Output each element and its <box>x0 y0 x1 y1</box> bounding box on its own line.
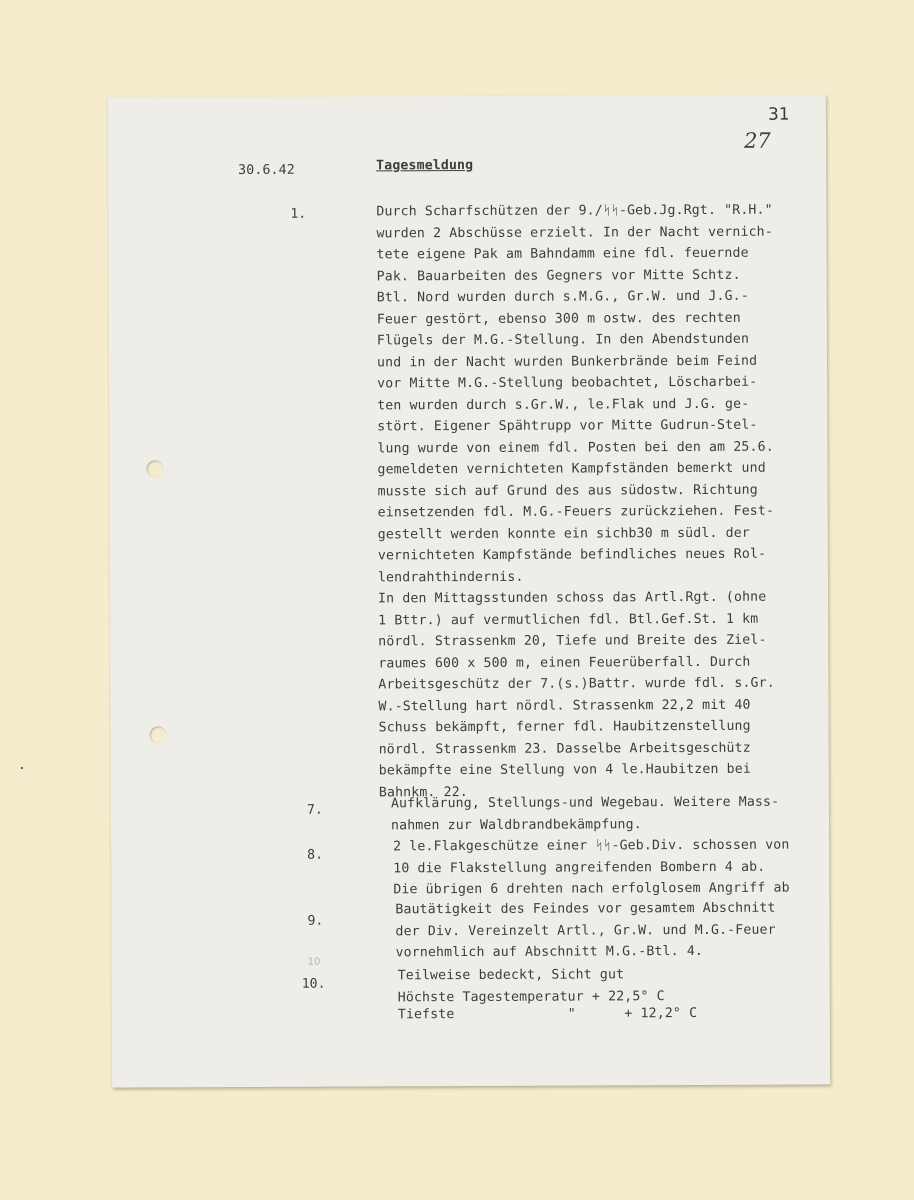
speck <box>21 767 23 769</box>
typed-line: Tiefste " + 12,2° C <box>397 1006 698 1023</box>
typed-line: Btl. Nord wurden durch s.M.G., Gr.W. und J.G.- <box>376 288 749 306</box>
typed-line: Schuss bekämpft, ferner fdl. Haubitzenstellung <box>378 718 751 736</box>
typed-line: lendrahthindernis. <box>377 569 524 585</box>
section-number: 8. <box>307 847 324 863</box>
punch-hole-top <box>146 460 163 477</box>
typed-line: W.-Stellung hart nördl. Strassenkm 22,2 mit 40 <box>378 697 751 714</box>
typed-line: vornehmlich auf Abschnitt M.G.-Btl. 4. <box>395 943 704 961</box>
typed-line: Flügels der M.G.-Stellung. In den Abendstunden <box>376 331 750 349</box>
page-number-handwritten: 27 <box>743 128 771 153</box>
section-number: 9. <box>307 913 324 929</box>
typed-line: Pak. Bauarbeiten des Gegners vor Mitte Schtz. <box>376 267 741 284</box>
typed-line: und in der Nacht wurden Bunkerbrände beim Feind <box>376 353 758 370</box>
typed-line: nahmen zur Waldbrandbekämpfung. <box>390 816 642 833</box>
typed-line: Feuer gestört, ebenso 300 m ostw. des rechten <box>376 310 741 327</box>
typed-line: ten wurden durch s.Gr.W., le.Flak und J.G. ge- <box>377 396 750 413</box>
report-title: Tagesmeldung <box>376 157 474 174</box>
typed-line: raumes 600 x 500 m, einen Feuerüberfall. Durch <box>378 654 751 671</box>
typed-line: Durch Scharfschützen der 9./ᛋᛋ-Geb.Jg.Rgt. "R.H." <box>376 202 773 220</box>
typed-line: 1 Bttr.) auf vermutlichen fdl. Btl.Gef.St. 1 km <box>378 611 759 628</box>
typed-line: Bautätigkeit des Feindes vor gesamtem Abschnitt <box>395 900 776 918</box>
section-number: 1. <box>290 206 307 222</box>
typed-line: nördl. Strassenkm 23. Dasselbe Arbeitsgeschütz <box>378 740 751 757</box>
typed-line: tete eigene Pak am Bahndamm eine fdl. feuernde <box>376 245 749 263</box>
typed-line: lung wurde von einem fdl. Posten bei den am 25.6. <box>377 439 774 456</box>
typed-line: Teilweise bedeckt, Sicht gut <box>397 967 625 984</box>
typed-line: einsetzenden fdl. M.G.-Feuers zurückziehen. Fest- <box>377 503 775 521</box>
typed-line: 10 die Flakstellung angreifenden Bombern 4 ab. <box>393 859 766 876</box>
typed-line: gemeldeten vernichteten Kampfständen bemerkt und <box>377 460 766 478</box>
typed-line: 2 le.Flakgeschütze einer ᛋᛋ-Geb.Div. schossen von <box>393 837 790 855</box>
punch-hole-bottom <box>150 726 167 743</box>
typed-line: bekämpfte eine Stellung von 4 le.Haubitzen bei <box>378 761 751 779</box>
section-number: 7. <box>306 802 323 818</box>
typed-line: In den Mittagsstunden schoss das Artl.Rgt. (ohne <box>378 589 767 607</box>
typed-line: Bahnkm. 22. <box>378 784 468 800</box>
typed-line: der Div. Vereinzelt Artl., Gr.W. und M.G.-Feuer <box>395 922 776 939</box>
typed-line: vor Mitte M.G.-Stellung beobachtet, Löscharbei- <box>377 374 758 392</box>
typed-line: gestellt werden konnte ein sichb30 m südl. der <box>377 525 750 542</box>
typed-line: musste sich auf Grund des aus südostw. Richtung <box>377 482 758 499</box>
page-number-stamped: 31 <box>767 104 790 125</box>
document-page <box>108 94 830 1087</box>
report-date: 30.6.42 <box>238 162 295 179</box>
typed-line: Die übrigen 6 drehten nach erfolglosem Angriff ab <box>393 880 790 898</box>
typed-line: stört. Eigener Spähtrupp vor Mitte Gudrun-Stel- <box>377 417 758 435</box>
typed-line: Arbeitsgeschütz der 7.(s.)Battr. wurde fdl. s.Gr. <box>378 675 775 693</box>
typed-line: wurden 2 Abschüsse erzielt. In der Nacht vernich- <box>376 224 773 241</box>
typed-line: nördl. Strassenkm 20, Tiefe und Breite des Ziel- <box>378 632 767 650</box>
section-number: 10. <box>301 976 326 992</box>
typed-line: Aufklärung, Stellungs-und Wegebau. Weitere Mass- <box>390 794 780 812</box>
typed-line: vernichteten Kampfstände befindliches neues Rol- <box>377 546 767 564</box>
typed-line: Höchste Tagestemperatur + 22,5° C <box>397 988 665 1005</box>
pencil-note: 10 <box>307 956 321 968</box>
